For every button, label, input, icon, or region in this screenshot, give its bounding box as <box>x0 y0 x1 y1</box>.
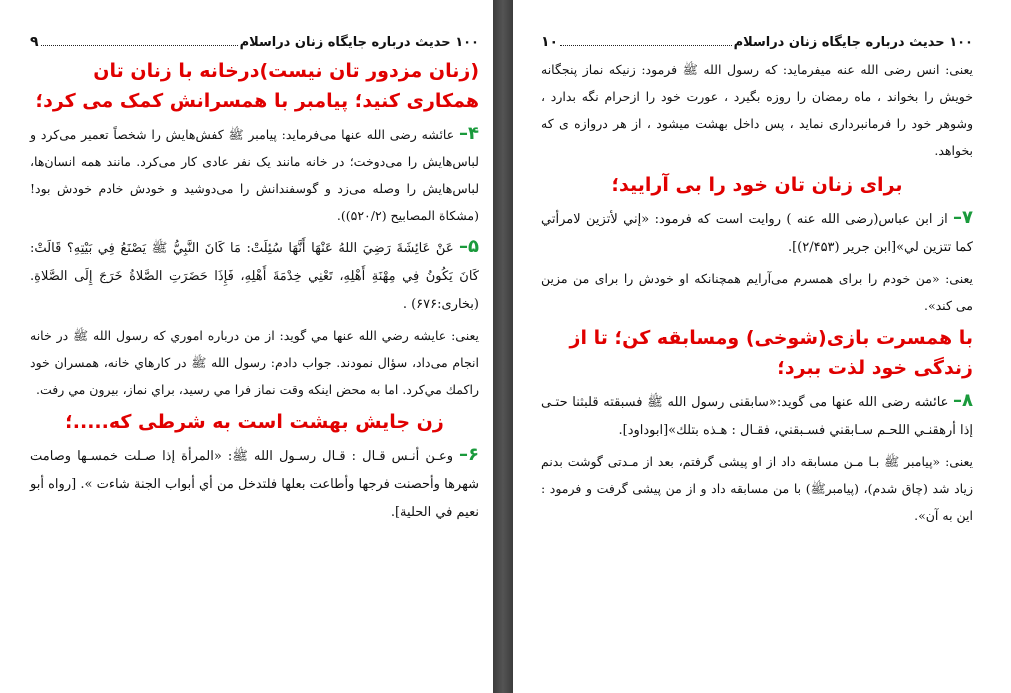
hadith-arabic-text: عائشه رضی الله عنها می گوید:«سابقنی رسول الله ﷺ فسبقته قلبثنا حتـى إذا أرهقنـي اللحـم سـابقني فسـبقني، فقـال : هـذه بتلك»[ابوداود]. <box>541 395 973 438</box>
page-number: ١٠ <box>541 34 559 50</box>
section-heading: (زنان مزدور تان نیست)درخانه با زنان تان همکاری کنید؛ پیامبر با همسرانش کمک می کرد؛ <box>35 60 479 112</box>
hadith-4 <box>30 120 479 229</box>
page-header <box>30 34 479 50</box>
page-right <box>513 0 1011 693</box>
section-heading: زن جایش بهشت است به شرطی که.....؛ <box>65 411 444 433</box>
section-heading: برای زنان تان خود را بی آرایید؛ <box>611 174 903 196</box>
hadith-number: ۶– <box>459 444 479 465</box>
hadith-6-translation: یعنی: انس رضی الله عنه میفرماید: كه رسول الله ﷺ فرمود: زنیكه نماز پنجگانه خویش را بخواند ، ماه رمضان را روزه بگیرد ، عورت خود را ازحرام نگه بدارد ، وشوهر خود را فرمانبرداری نماید ، پس داخل بهشت میشود ، از هر دروازه ی كه بخواهد. <box>541 62 973 158</box>
book-binding-divider <box>493 0 513 693</box>
hadith-text: عائشه رضی الله عنها می‌فرماید: پیامبر ﷺ کفش‌هایش را شخصاً تعمیر می‌کرد و لباس‌هایش را می‌دوخت؛ در خانه مانند یک نفر عادی کار می‌کرد. مانند همه انسان‌ها، لباس‌هایش را وصله می‌زد و گوسفندانش را می‌دوشید و خودش خادم خودش بود! (مشکاة المصابیح (۵۲۰/۲)). <box>30 127 479 223</box>
hadith-number: ۸– <box>953 390 973 411</box>
header-title: ١٠٠ حديث درباره جايگاه زنان دراسلام <box>733 35 973 50</box>
hadith-7 <box>541 204 973 261</box>
hadith-5 <box>30 233 479 318</box>
hadith-8-translation: یعنی: «پیامبر ﷺ بـا مـن مسابقه داد از او پیشی گرفتم، بعد از مـدتی گوشت بدنم زیاد شد (چاق شدم)، (پیامبرﷺ) با من مسابقه داد و از من پیشی گرفت و فرمود : این به آن». <box>541 454 973 523</box>
hadith-arabic-text: وعـن أنـس قـال : قـال رسـول الله ﷺ: «المرأة إذا صـلت خمسـها وصامت شهرها وأحصنت فرجها وأطاعت بعلها فلتدخل من أي أبواب الجنة شاءت ». [رواه أبو نعيم في الحلية]. <box>30 449 479 520</box>
header-dots <box>560 45 731 46</box>
hadith-5-translation: يعنى: عايشه رضي الله عنها مي گويد: از من درباره اموري كه رسول الله ﷺ در خانه انجام مى‌داد، سؤال نمودند. جواب دادم: رسول الله ﷺ در كارهاي خانه، همسران خود راكمك مي‌كرد. اما به محض اينكه وقت نماز فرا مي رسيد، براي نماز، بيرون مي رفت. <box>30 328 479 397</box>
page-header <box>541 34 973 50</box>
hadith-arabic-text: از ابن عباس(رضی الله عنه ) روایت است كه فرمود: «إني لأتزين لامرأتي كما تتزين لي»[ابن جرير (۲/۴۵۳)]. <box>541 212 973 255</box>
header-title: ١٠٠ حديث درباره جايگاه زنان دراسلام <box>239 35 479 50</box>
hadith-number: ۴– <box>459 123 479 144</box>
page-left <box>0 0 493 693</box>
hadith-8 <box>541 387 973 444</box>
header-dots <box>41 45 238 46</box>
hadith-number: ۷– <box>952 207 973 228</box>
section-heading: با همسرت بازی(شوخی) ومسابقه کن؛ تا از زندگی خود لذت ببرد؛ <box>569 327 973 379</box>
page-number: ٩ <box>30 34 39 50</box>
hadith-number: ۵– <box>459 236 479 257</box>
hadith-6 <box>30 441 479 526</box>
hadith-7-translation: یعنی: «من خودم را برای همسرم می‌آرایم همچنانکه او خودش را برای من مزین می کند». <box>541 271 973 313</box>
hadith-arabic-text: عَنْ عَائِشَةَ رَضِيَ اللهُ عَنْهَا أَنَّهَا سُئِلَتْ: مَا كَانَ النَّبِيُّ ﷺ يَصْنَعُ فِي بَيْتِهِ؟ قَالَتْ: كَانَ يَكُونُ فِي مِهْنَةِ أَهْلِهِ، تَعْنِي خِدْمَةَ أَهْلِهِ، فَإِذَا حَضَرَتِ الصَّلاةُ خَرَجَ إِلَى الصَّلاةِ. (بخارى:۶۷۶) . <box>30 241 479 312</box>
